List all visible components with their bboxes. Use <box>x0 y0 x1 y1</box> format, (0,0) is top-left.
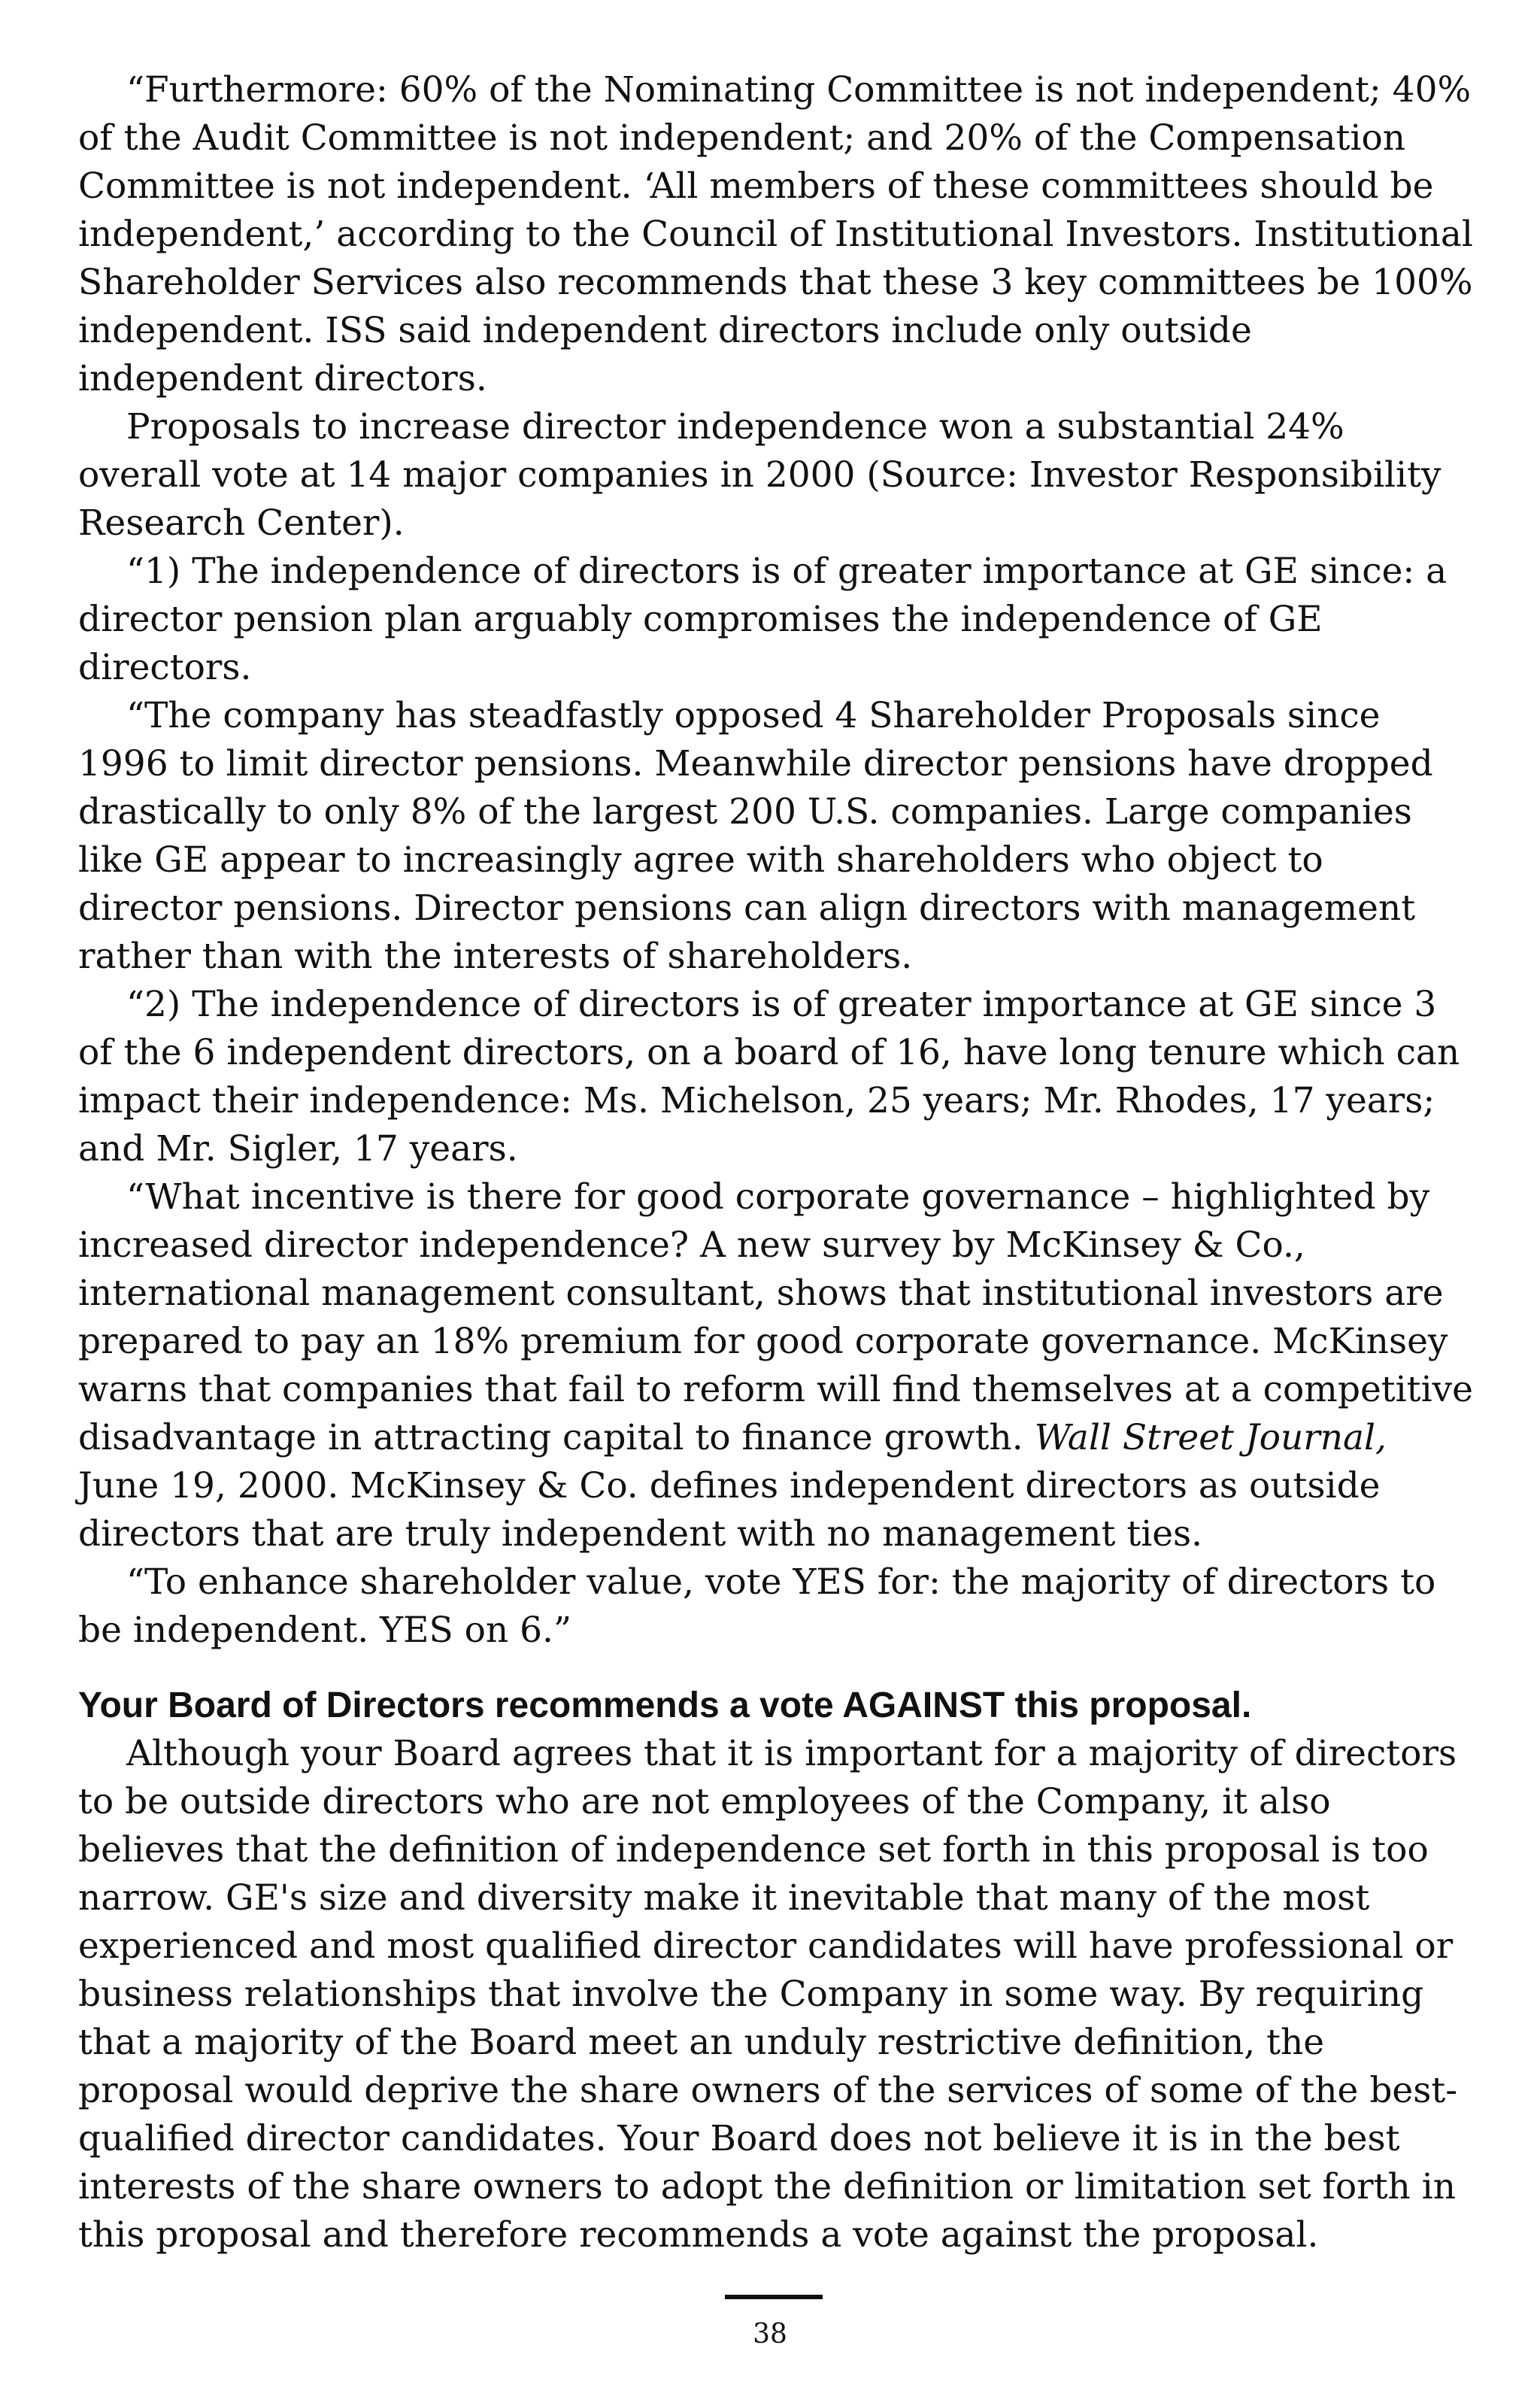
board-recommendation-heading: Your Board of Directors recommends a vote AGAINST this proposal. <box>78 1685 1252 1725</box>
mckinsey-text-before: “What incentive is there for good corporate governance – highlighted by increased director independence? A new survey by McKinsey & Co., international management consultant, shows that institutional investors are prepared to pay an 18% premium for good corporate governance. McKinsey warns that companies that fail to reform will find themselves at a competitive disadvantage in attracting capital to finance growth. <box>78 1176 1473 1458</box>
document-body <box>78 66 1477 2259</box>
paragraph-director-tenure: “2) The independence of directors is of greater importance at GE since 3 of the 6 independent directors, on a board of 16, have long tenure which can impact their independence: Ms. Michelson, 25 years; Mr. Rhodes, 17 years; and Mr. Sigler, 17 years. <box>78 984 1460 1170</box>
wsj-citation: Wall Street Journal, <box>1034 1417 1387 1458</box>
footer-rule <box>725 2295 823 2299</box>
paragraph-director-pensions: “The company has steadfastly opposed 4 Shareholder Proposals since 1996 to limit director pensions. Meanwhile director pensions have dropped drastically to only 8% of the largest 200 U.S. companies. Large companies like GE appear to increasingly agree with shareholders who object to director pensions. Director pensions can align directors with management rather than with the interests of shareholders. <box>78 695 1433 977</box>
paragraph-committee-independence: “Furthermore: 60% of the Nominating Committee is not independent; 40% of the Audit Committee is not independent; and 20% of the Compensation Committee is not independent. ‘All members of these committees should be independent,’ according to the Council of Institutional Investors. Institutional Shareholder Services also recommends that these 3 key committees be 100% independent. ISS said independent directors include only outside independent directors. <box>78 69 1473 399</box>
page-number: 38 <box>753 2319 787 2350</box>
paragraph-proposal-votes: Proposals to increase director independence won a substantial 24% overall vote at 14 major companies in 2000 (Source: Investor Responsibility Research Center). <box>78 406 1441 544</box>
mckinsey-text-after: June 19, 2000. McKinsey & Co. defines independent directors as outside directors that are truly independent with no management ties. <box>78 1465 1381 1555</box>
paragraph-pension-plan: “1) The independence of directors is of greater importance at GE since: a director pension plan arguably compromises the independence of GE directors. <box>78 551 1448 688</box>
paragraph-vote-yes: “To enhance shareholder value, vote YES for: the majority of directors to be independent. YES on 6.” <box>78 1561 1436 1651</box>
paragraph-board-response: Although your Board agrees that it is important for a majority of directors to be outside directors who are not employees of the Company, it also believes that the definition of independence set forth in this proposal is too narrow. GE's size and diversity make it inevitable that many of the most experienced and most qualified director candidates will have professional or business relationships that involve the Company in some way. By requiring that a majority of the Board meet an unduly restrictive definition, the proposal would deprive the share owners of the services of some of the best-qualified director candidates. Your Board does not believe it is in the best interests of the share owners to adopt the definition or limitation set forth in this proposal and therefore recommends a vote against the proposal. <box>78 1733 1458 2256</box>
paragraph-mckinsey-survey <box>78 1173 1477 1558</box>
